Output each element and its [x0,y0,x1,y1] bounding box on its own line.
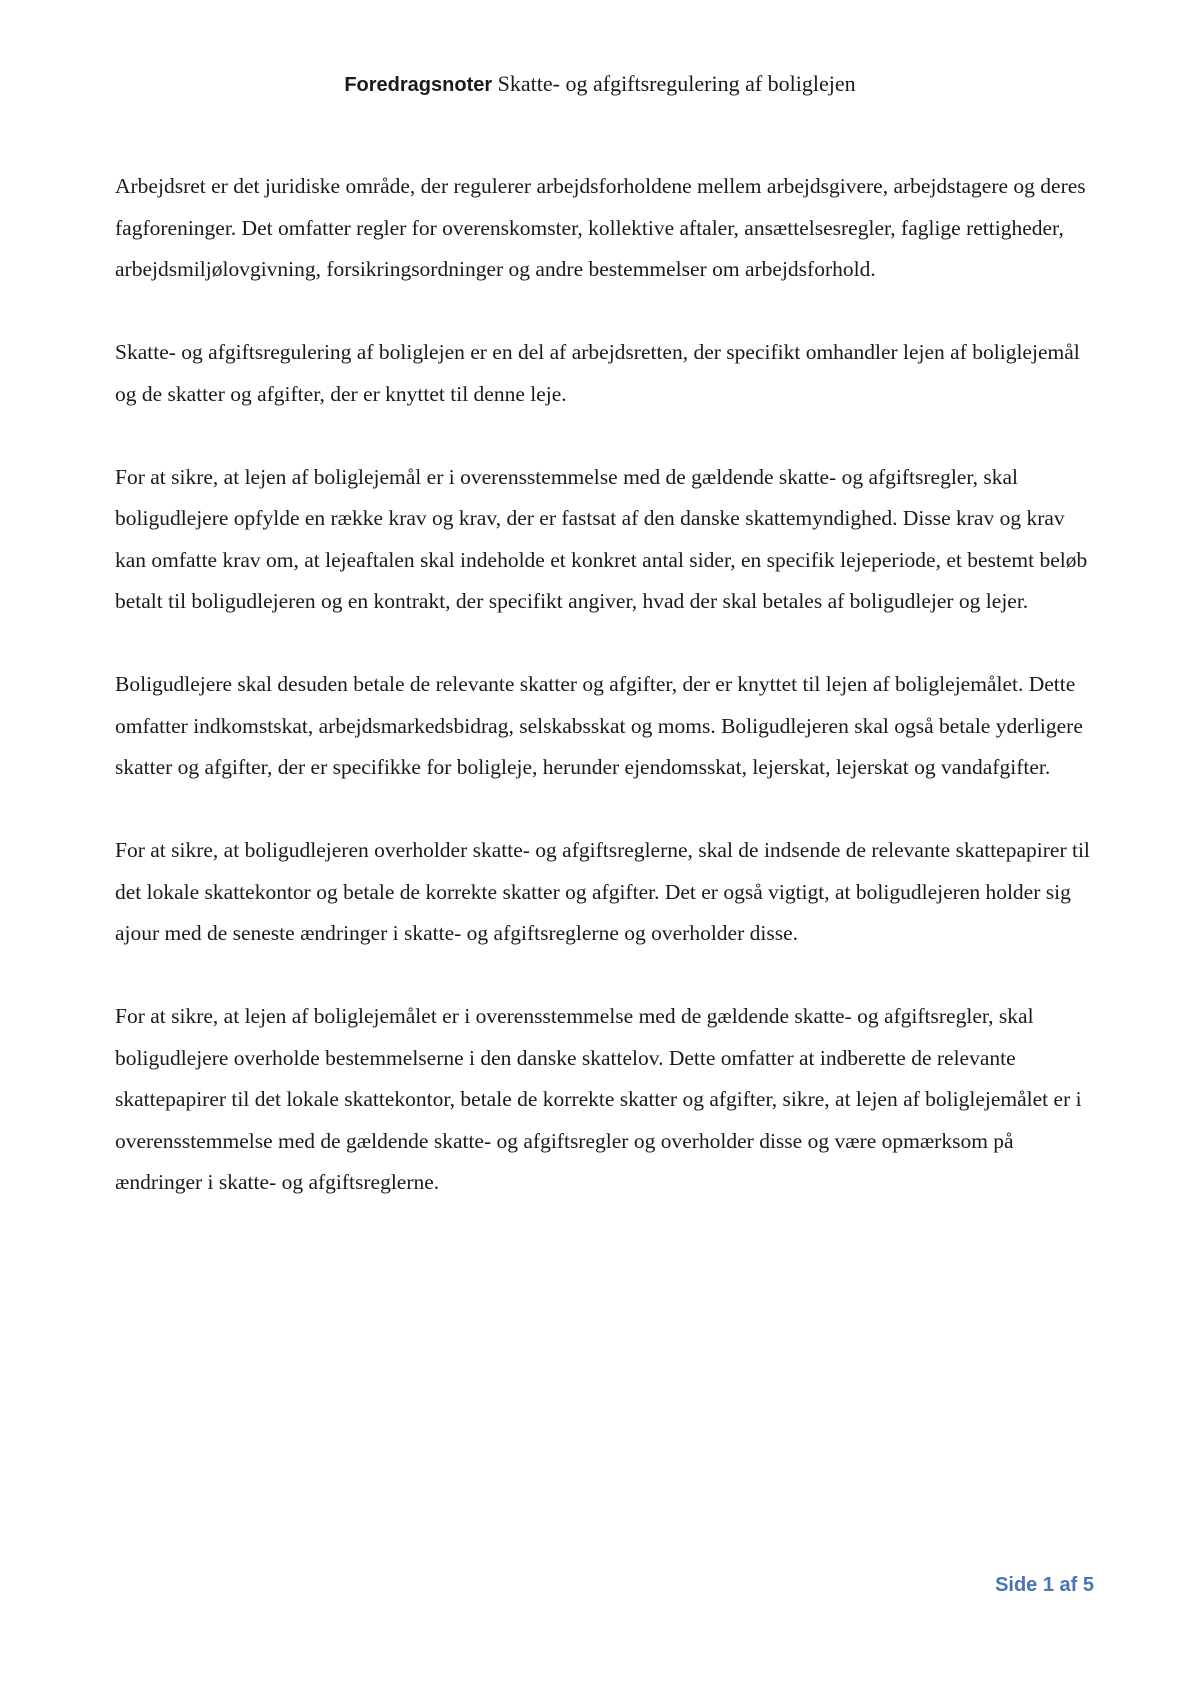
paragraph-6: For at sikre, at lejen af boliglejemålet er i overensstemmelse med de gældende skatte- og afgiftsregler, skal boligudlejere overholde bestemmelserne i den danske skattelov. Dette omfatter at indberette de relevante skattepapirer til det lokale skattekontor, betale de korrekte skatter og afgifter, sikre, at lejen af boliglejemålet er i overensstemmelse med de gældende skatte- og afgiftsregler og overholder disse og være opmærksom på ændringer i skatte- og afgiftsreglerne. [115,1004,1082,1194]
document-title [0,70,1200,99]
paragraph-3: For at sikre, at lejen af boliglejemål er i overensstemmelse med de gældende skatte- og afgiftsregler, skal boligudlejere opfylde en række krav og krav, der er fastsat af den danske skattemyndighed. Disse krav og krav kan omfatte krav om, at lejeaftalen skal indeholde et konkret antal sider, en specifik lejeperiode, et bestemt beløb betalt til boligudlejeren og en kontrakt, der specifikt angiver, hvad der skal betales af boligudlejer og lejer. [115,464,1088,613]
paragraph-4: Boligudlejere skal desuden betale de relevante skatter og afgifter, der er knyttet til lejen af boliglejemålet. Dette omfatter indkomstskat, arbejdsmarkedsbidrag, selskabsskat og moms. Boligudlejeren skal også betale yderligere skatter og afgifter, der er specifikke for boligleje, herunder ejendomsskat, lejerskat, lejerskat og vandafgifter. [115,672,1083,779]
paragraph-5: For at sikre, at boligudlejeren overholder skatte- og afgiftsreglerne, skal de indsende de relevante skattepapirer til det lokale skattekontor og betale de korrekte skatter og afgifter. Det er også vigtigt, at boligudlejeren holder sig ajour med de seneste ændringer i skatte- og afgiftsreglerne og overholder disse. [115,838,1090,945]
paragraph-1: Arbejdsret er det juridiske område, der regulerer arbejdsforholdene mellem arbejdsgivere, arbejdstagere og deres fagforeninger. Det omfatter regler for overenskomster, kollektive aftaler, ansættelsesregler, faglige rettigheder, arbejdsmiljølovgivning, forsikringsordninger og andre bestemmelser om arbejdsforhold. [115,174,1086,281]
document-title-bold: Foredragsnoter [344,74,493,96]
page-number: Side 1 af 5 [995,1574,1094,1596]
document-title-rest: Skatte- og afgiftsregulering af boliglejen [492,71,856,96]
paragraph-2: Skatte- og afgiftsregulering af boliglejen er en del af arbejdsretten, der specifikt omhandler lejen af boliglejemål og de skatter og afgifter, der er knyttet til denne leje. [115,340,1080,406]
document-body [115,166,1100,1245]
